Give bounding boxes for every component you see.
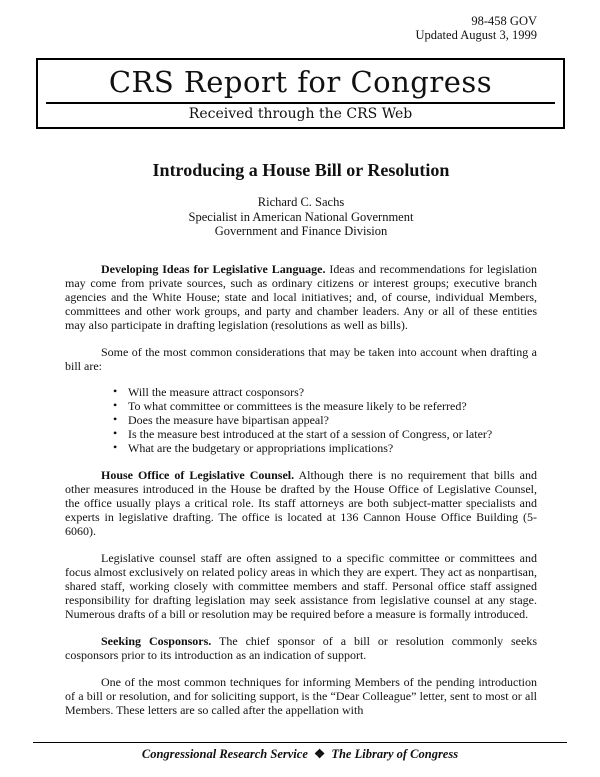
body-text [65, 262, 537, 717]
list-item [65, 427, 537, 441]
report-number: 98-458 GOV [471, 14, 537, 28]
paragraph-lead: Seeking Cosponsors. [101, 633, 212, 648]
list-item-text: To what committee or committees is the measure likely to be referred? [128, 398, 467, 413]
banner-title: CRS Report for Congress [108, 65, 493, 99]
paragraph-text: The chief sponsor of a bill or resolution commonly seeks cosponsors prior to its introduction as an indication of support. [65, 633, 537, 662]
bullet-icon: • [113, 439, 118, 454]
list-item-text: What are the budgetary or appropriations implications? [128, 440, 394, 455]
report-title: Introducing a House Bill or Resolution [152, 160, 450, 180]
list-item [65, 413, 537, 427]
paragraph-counsel-staff: Legislative counsel staff are often assigned to a specific committee or committees and focus almost exclusively on related policy areas in which they are expert. They act as nonpartisan, shared staff, working closely with committee members and staff. Personal office staff assigned responsibility for drafting legislation may seek assistance from legislative counsel at any stage. Numerous drafts of a bill or resolution may be required before a measure is formally introduced. [65, 550, 537, 621]
considerations-list [65, 385, 537, 455]
bullet-icon: • [113, 411, 118, 426]
bullet-icon: • [113, 383, 118, 398]
author-block [65, 195, 537, 239]
document-id-block [415, 14, 537, 42]
report-content [65, 152, 537, 717]
paragraph-legislative-counsel [65, 468, 537, 538]
diamond-icon: ❖ [314, 747, 326, 761]
banner-subtitle: Received through the CRS Web [188, 106, 413, 122]
bullet-icon: • [113, 425, 118, 440]
paragraph-text: Ideas and recommendations for legislation may come from private sources, such as ordinary citizens or interest groups; executive branch agencies and the White House; state and local initiatives; and, of course, individual Members, committees and other work groups, and party and chamber leaders. Any or all of these entities may also participate in drafting legislation (resolutions as well as bills). [65, 261, 538, 332]
footer-org-left: Congressional Research Service [141, 747, 308, 761]
author-name: Richard C. Sachs [257, 195, 345, 209]
footer-divider [33, 742, 567, 743]
list-item-text: Does the measure have bipartisan appeal? [128, 412, 329, 427]
list-item-text: Will the measure attract cosponsors? [128, 384, 305, 399]
author-division: Government and Finance Division [214, 224, 388, 238]
bullet-icon: • [113, 397, 118, 412]
footer [0, 746, 600, 762]
paragraph-dear-colleague: One of the most common techniques for informing Members of the pending introduction of a bill or resolution, and for soliciting support, is the “Dear Colleague” letter, sent to most or all Members. These letters are so called after the appellation with [65, 674, 537, 717]
paragraph-lead: Developing Ideas for Legislative Language. [101, 261, 326, 276]
list-item-text: Is the measure best introduced at the start of a session of Congress, or later? [128, 426, 493, 441]
paragraph-text: Although there is no requirement that bills and other measures introduced in the House be drafted by the House Office of Legislative Counsel, the office usually plays a critical role. Its staff attorneys are both subject-matter specialists and experts in legislative drafting. The office is located at 136 Cannon House Office Building (5-6060). [65, 467, 537, 538]
author-role: Specialist in American National Government [188, 209, 414, 224]
paragraph-lead: House Office of Legislative Counsel. [101, 467, 295, 482]
crs-banner-box [36, 58, 565, 129]
list-item [65, 385, 537, 399]
updated-date: Updated August 3, 1999 [415, 28, 537, 42]
paragraph-considerations: Some of the most common considerations that may be taken into account when drafting a bill are: [65, 344, 537, 373]
paragraph-seeking-cosponsors [65, 634, 537, 662]
paragraph-developing-ideas [65, 262, 537, 332]
footer-org-right: The Library of Congress [331, 747, 459, 761]
list-item [65, 441, 537, 455]
list-item [65, 399, 537, 413]
